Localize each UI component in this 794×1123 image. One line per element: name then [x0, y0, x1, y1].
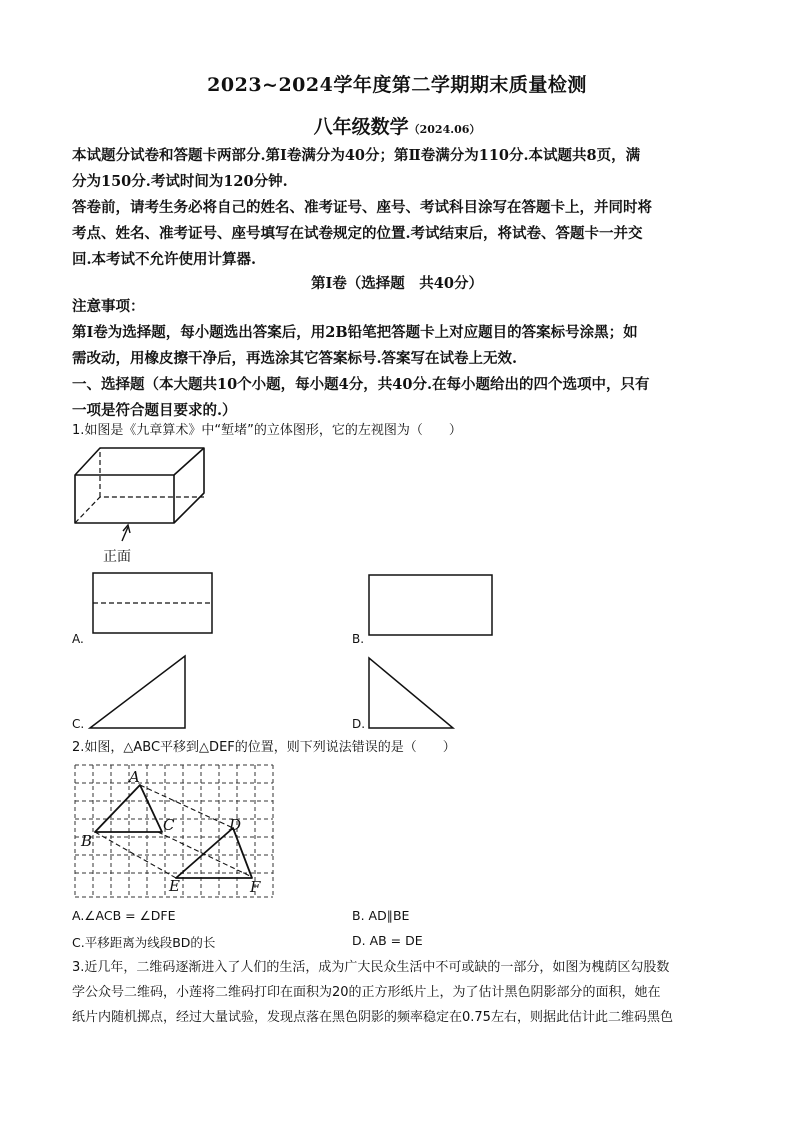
intro-line: 本试题分试卷和答题卡两部分.第Ⅰ卷满分为40分；第Ⅱ卷满分为110分.本试题共8页，满: [72, 147, 641, 164]
option-d-label[interactable]: D.: [352, 717, 366, 731]
q2-option-c[interactable]: C.平移距离为线段BD的长: [72, 935, 216, 950]
point-b-label: B: [81, 832, 93, 850]
option-a-label[interactable]: A.: [72, 632, 84, 646]
intro-line: 分为150分.考试时间为120分钟.: [72, 173, 288, 190]
prism-front-edge-top: [75, 448, 204, 475]
part-heading-line: 一项是符合题目要求的.）: [72, 402, 237, 419]
point-f-label: F: [250, 878, 261, 896]
section-heading: 第Ⅰ卷（选择题 共40分）: [311, 275, 483, 292]
q2-grid-figure: [70, 760, 278, 902]
exam-date: （2024.06）: [408, 123, 481, 136]
front-label: 正面: [103, 549, 131, 565]
option-b-figure: [368, 574, 494, 638]
intro-line: 回.本考试不允许使用计算器.: [72, 251, 257, 268]
point-c-label: C: [163, 816, 175, 834]
q2-option-a[interactable]: A.∠ACB = ∠DFE: [72, 908, 176, 923]
intro-line: 考点、姓名、准考证号、座号填写在试卷规定的位置.考试结束后，将试卷、答题卡一并交: [72, 225, 643, 242]
point-a-label: A: [129, 768, 140, 786]
part-heading-line: 一、选择题（本大题共10个小题，每小题4分，共40分.在每小题给出的四个选项中，只有: [72, 376, 650, 393]
intro-paragraph: [72, 143, 724, 273]
option-d-figure: [367, 656, 457, 732]
option-c-label[interactable]: C.: [72, 717, 85, 731]
point-d-label: D: [229, 816, 242, 834]
q1-prism-figure: [70, 445, 220, 570]
intro-line: 答卷前，请考生务必将自己的姓名、准考证号、座号、考试科目涂写在答题卡上，并同时将: [72, 199, 652, 216]
notes-line: 需改动，用橡皮擦干净后，再选涂其它答案标号.答案写在试卷上无效.: [72, 350, 518, 367]
triangle-def: [176, 828, 252, 878]
option-b-label[interactable]: B.: [352, 632, 365, 646]
point-e-label: E: [169, 877, 180, 895]
q3-line: 学公众号二维码，小莲将二维码打印在面积为20的正方形纸片上，为了估计黑色阴影部分的面积，她在: [72, 985, 661, 1000]
subject-label: 八年级数学: [313, 116, 409, 138]
option-a-figure: [92, 572, 214, 636]
q2-option-d[interactable]: D. AB = DE: [352, 933, 423, 948]
exam-title: 2023~2024学年度第二学期期末质量检测: [207, 74, 587, 96]
prism-outline: [75, 448, 204, 523]
notes-block: [72, 294, 724, 424]
exam-subtitle: [0, 112, 794, 139]
q1-stem: 1.如图是《九章算术》中“堑堵”的立体图形，它的左视图为（ ）: [72, 423, 462, 438]
q3-line: 3.近几年，二维码逐渐进入了人们的生活，成为广大民众生活中不可或缺的一部分，如图为槐荫区勾股数: [72, 960, 670, 975]
q3-stem: [72, 955, 732, 1030]
notes-label: 注意事项：: [72, 298, 145, 315]
option-c-figure: [88, 654, 188, 730]
q2-stem: 2.如图，△ABC平移到△DEF的位置，则下列说法错误的是（ ）: [72, 740, 456, 755]
q2-option-b[interactable]: B. AD∥BE: [352, 908, 410, 923]
q3-line: 纸片内随机掷点，经过大量试验，发现点落在黑色阴影的频率稳定在0.75左右，则据此估计此二维码黑色: [72, 1010, 673, 1025]
notes-line: 第Ⅰ卷为选择题，每小题选出答案后，用2B铅笔把答题卡上对应题目的答案标号涂黑；如: [72, 324, 638, 341]
